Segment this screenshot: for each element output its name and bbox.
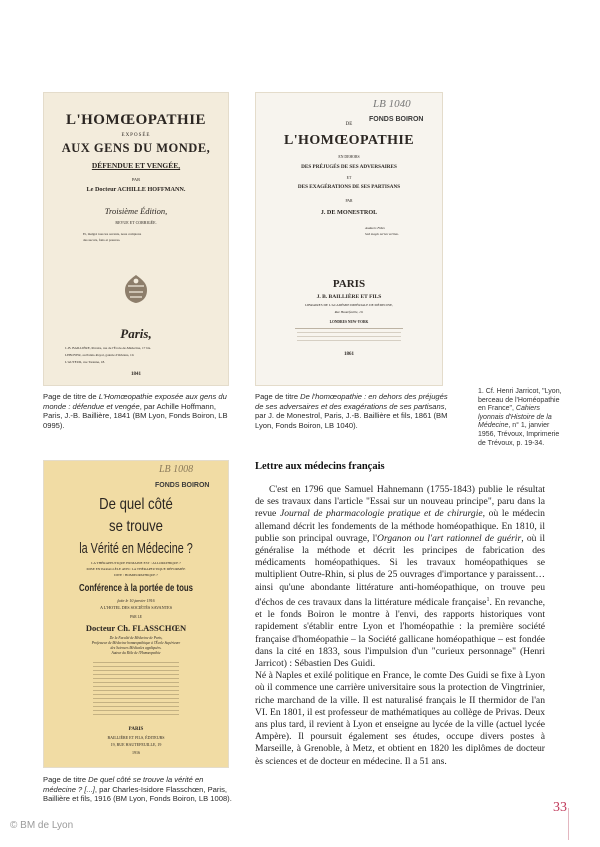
imprint-line: LEBOYER, au Palais-Royal, galerie d'Orléans, 10. <box>65 353 135 357</box>
shelfmark-handwritten: LB 1040 <box>373 98 411 110</box>
title-page-image-monestrol <box>255 92 443 386</box>
title-line: ET <box>346 176 352 180</box>
imprint-line: 19, RUE HAUTEFEUILLE, 19 <box>110 742 162 747</box>
title-line: se trouve <box>109 518 163 535</box>
article-body <box>255 484 545 768</box>
imprint-line: L'AUTEUR, rue Taranne, 18. <box>65 360 106 364</box>
author-title: Professeur de Médecine homœopathique à l'École Supérieure <box>91 641 181 645</box>
imprint-line: LIBRAIRES DE L'ACADÉMIE IMPÉRIALE DE MÉDECINE, <box>305 303 393 307</box>
copyright-credit: © BM de Lyon <box>10 820 74 831</box>
caption-monestrol: Page de titre De l'homœopathie : en dehors des préjugés de ses adversaires et des exagérations de ses partisans, par J. de Monestrol, Paris, J.-B. Baillière et fils, 1861 (BM Lyon, Fonds Boiron, LB 1040). <box>255 392 448 430</box>
title-line: L'HOMŒOPATHIE <box>284 133 414 148</box>
title-page-image-hoffmann <box>43 92 229 386</box>
shelfmark-handwritten: LB 1008 <box>159 464 194 475</box>
title-line: REVUE ET CORRIGÉE. <box>115 220 157 225</box>
title-line: la Vérité en Médecine ? <box>79 540 193 557</box>
subtitle-line: LA THÉRAPEUTIQUE HUMAINE EST : ALLOPATHIQUE ? <box>91 561 181 565</box>
imprint-fine-print <box>297 332 401 344</box>
imprint-year: 1916 <box>132 750 140 755</box>
imprint-line: BAILLIÈRE ET FILS, ÉDITEURS <box>107 735 165 740</box>
imprint-year: 1841 <box>131 372 141 377</box>
footnote-1: 1. Cf. Henri Jarricot, "Lyon, berceau de l'Homéopathie en France", Cahiers lyonnais d'Histoire de la Médecine, n° 1, janvier 1956, Trévoux, Imprimerie de Trévoux, p. 19-34. <box>478 388 562 447</box>
title-line: De quel côté <box>99 496 173 513</box>
date-line: faite le 10 janvier 1916 <box>117 598 155 603</box>
title-line: Conférence à la portée de tous <box>78 583 194 594</box>
author-title: De la Faculté de Médecine de Paris, <box>109 636 163 640</box>
imprint-city: PARIS <box>128 727 144 732</box>
title-line: DES PRÉJUGÉS DE SES ADVERSAIRES <box>301 164 397 170</box>
caption-hoffmann: Page de titre de L'Homœopathie exposée aux gens du monde : défendue et vengée, par Achille Hoffmann, Paris, J.-B. Baillière, 1841 (BM Lyon, Fonds Boiron, LB 0995). <box>43 392 228 430</box>
subtitle-line: MISE EN PARALLÈLE AVEC LA THÉRAPEUTIQUE DÉFORMÉE <box>86 567 186 571</box>
imprint-city: PARIS <box>332 278 366 290</box>
venue-line: A L'HOTEL DES SOCIÉTÉS SAVANTES <box>99 605 173 610</box>
paragraph-1: C'est en 1796 que Samuel Hahnemann (1755-1843) publie le résultat de ses travaux dans l'article "Essai sur un nouveau principe", paru dans la revue Journal de pharmacologie pratique et de chirurgie, où le médecin allemand décrit les fondements de la méthode homéopathique. En 1810, il publie son principal ouvrage, l'Organon ou l'art rationnel de guérir, où il généralise la méthode et décrit les principes de fabrication des médicaments homéopathiques. Si les travaux homéopathiques se multiplient Outre-Rhin, si plus de 25 ouvrages d'importance y paraissent… ainsi qu'une abondante littérature anti-homéopathique, on trouve peu d'échos de ces travaux dans la littérature médicale française$^1$. En revanche, et le fonds Boiron le montre à l'envi, des rapports historiques vont rapidement s'établir entre Lyon et l'homéopathie : la première société française d'homéopathie – la Société gallicane homéopathique – est fondée dans la cité en 1833, sous l'impulsion d'un "curieux personnage" (Henri Jarricot) : Sébastien Des Guidi. <box>255 484 545 670</box>
title-line: PAR <box>131 177 141 182</box>
title-line: DES EXAGÉRATIONS DE SES PARTISANS <box>297 184 401 190</box>
author-title: Auteur du Rôle de l'Homœopathie <box>111 651 161 655</box>
page-edge-rule <box>568 808 569 840</box>
imprint-line: J.-B. BAILLIÈRE, libraire, rue de l'École-de-Médecine, 17 bis. <box>65 346 152 350</box>
footnote-ref[interactable]: 1 <box>486 596 490 603</box>
title-line: EXPOSÉE <box>121 133 151 138</box>
epigraph: des succès, faits et preuves. <box>83 238 121 242</box>
title-line: DÉFENDUE ET VENGÉE, <box>91 161 181 170</box>
imprint-line: Rue Hautefeuille, 19. <box>334 310 364 314</box>
imprint-city: Paris, <box>120 326 152 341</box>
subtitle-line: DITE : HOMŒOPATHIQUE ? <box>114 573 158 577</box>
title-line: DE <box>345 122 353 127</box>
imprint-line: LONDRES NEW-YORK <box>329 320 369 324</box>
epigraph: Sed magis sertus veritas. <box>365 232 399 236</box>
title-line: J. DE MONESTROL <box>320 209 378 216</box>
title-line: AUX GENS DU MONDE, <box>61 141 211 155</box>
by-line: PAR LE <box>130 615 142 619</box>
title-line: Le Docteur ACHILLE HOFFMANN. <box>86 186 186 193</box>
body-fine-print <box>93 662 179 718</box>
imprint-divider <box>295 328 403 329</box>
page-number: 33 <box>553 800 567 815</box>
epigraph: Audaces Fides <box>365 226 385 230</box>
author-line: Docteur Ch. FLASSCHŒN <box>85 623 187 633</box>
section-heading: Lettre aux médecins français <box>255 461 385 472</box>
epigraph: Et, malgré tous les savants, nous comptons <box>83 232 142 236</box>
title-line: L'HOMŒOPATHIE <box>65 112 207 128</box>
caption-flasschoen: Page de titre De quel côté se trouve la vérité en médecine ? [...], par Charles-Isidore Flasschœn, Paris, Baillière et fils, 1916 (BM Lyon, Fonds Boiron, LB 1008). <box>43 775 232 804</box>
imprint-year: 1861 <box>344 352 354 357</box>
author-title: des Sciences Médicales appliquées. <box>110 646 162 650</box>
title-line: PAR <box>345 199 353 203</box>
title-page-image-flasschoen <box>43 460 229 768</box>
fonds-boiron-stamp: FONDS BOIRON <box>155 482 210 489</box>
imprint-line: J. B. BAILLIÈRE ET FILS <box>316 294 382 300</box>
fonds-boiron-stamp: FONDS BOIRON <box>369 116 424 123</box>
printer-ornament <box>119 272 153 306</box>
title-line: Troisième Édition, <box>104 206 168 216</box>
paragraph-2: Né à Naples et exilé politique en France, le comte Des Guidi se fixe à Lyon où il commence une carrière universitaire sous la protection de Vingtrinier, riche marchand de la ville. Il est naturalisé français le II thermidor de l'an VI. En 1801, il est professeur de mathématiques au collège de Privas. Deux ans plus tard, il revient à Lyon et enseigne au lycée de la ville (actuel lycée Ampère). Il poursuit également ses études, occupe divers postes à Marseille, à Grenoble, à Metz, et obtient en 1820 les diplômes de docteur ès sciences et de docteur en médecine. Il a 51 ans. <box>255 670 545 767</box>
title-line: EN DEHORS <box>338 155 360 159</box>
